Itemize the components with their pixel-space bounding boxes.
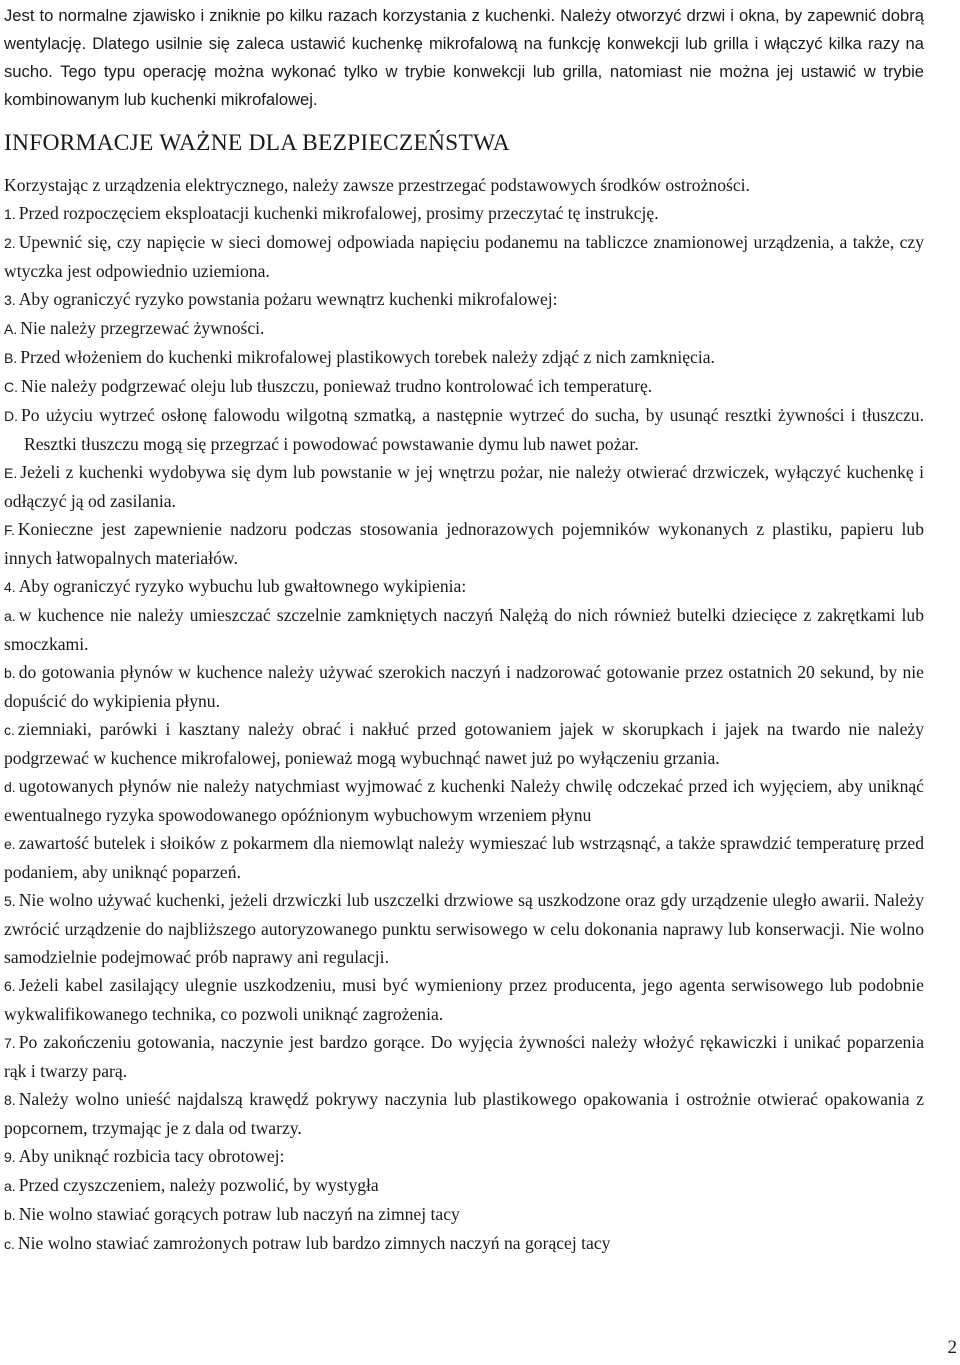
list-item: c. Nie wolno stawiać zamrożonych potraw lub bardzo zimnych naczyń na gorącej tacy xyxy=(4,1233,611,1253)
list-item: 1. Przed rozpoczęciem eksploatacji kuchenki mikrofalowej, prosimy przeczytać tę instrukcję. xyxy=(4,203,659,223)
intro-text-2: Tego typu operację można wykonać tylko w trybie konwekcji lub grilla, natomiast nie można jej ustawić w trybie kombinowanym lub kuchenki mikrofalowej. xyxy=(4,62,924,109)
list-item: b. do gotowania płynów w kuchence należy używać szerokich naczyń i nadzorować gotowanie przez ostatnich 20 sekund, by nie dopuścić do wykipienia płynu. xyxy=(4,662,924,711)
list-item: a. w kuchence nie należy umieszczać szczelnie zamkniętych naczyń Nalężą do nich również butelki dziecięce z zakrętkami lub smoczkami. xyxy=(4,605,924,654)
page-number: 2 xyxy=(947,1337,957,1358)
list-item: b. Nie wolno stawiać gorących potraw lub naczyń na zimnej tacy xyxy=(4,1204,460,1224)
list-item: A. Nie należy przegrzewać żywności. xyxy=(4,318,265,338)
list-item: 4. Aby ograniczyć ryzyko wybuchu lub gwałtownego wykipienia: xyxy=(4,576,467,596)
list-item: 9. Aby uniknąć rozbicia tacy obrotowej: xyxy=(4,1146,285,1166)
list-item: a. Przed czyszczeniem, należy pozwolić, by wystygła xyxy=(4,1175,379,1195)
list-item: 5. Nie wolno używać kuchenki, jeżeli drzwiczki lub uszczelki drzwiowe są uszkodzone oraz gdy urządzenie uległo awarii. Należy zwrócić urządzenie do najbliższego autoryzowanego punktu serwisowego w celu dokonania naprawy lub konserwacji. Nie wolno samodzielnie podejmować prób naprawy ani regulacji. xyxy=(4,890,924,967)
list-item: D. Po użyciu wytrzeć osłonę falowodu wilgotną szmatką, a następnie wytrzeć do sucha, by usunąć resztki żywności i tłuszczu. Resztki tłuszczu mogą się przegrzać i powodować powstawanie dymu lub nawet pożar. xyxy=(4,405,924,454)
list-item: c. ziemniaki, parówki i kasztany należy obrać i nakłuć przed gotowaniem jajek w skorupkach i jajek na twardo nie należy podgrzewać w kuchence mikrofalowej, ponieważ mogą wybuchnąć nawet już po wyłączeniu grzania. xyxy=(4,719,924,768)
list-item: 8. Należy wolno unieść najdalszą krawędź pokrywy naczynia lub plastikowego opakowania i ostrożnie otwierać opakowania z popcornem, trzymając je z dala od twarzy. xyxy=(4,1089,924,1138)
list-item: C. Nie należy podgrzewać oleju lub tłuszczu, ponieważ trudno kontrolować ich temperaturę. xyxy=(4,376,653,396)
list-item: 2. Upewnić się, czy napięcie w sieci domowej odpowiada napięciu podanemu na tabliczce znamionowej urządzenia, a także, czy wtyczka jest odpowiednio uziemiona. xyxy=(4,232,924,281)
intro-paragraph xyxy=(4,2,924,114)
intro-text-1: Jest to normalne zjawisko i zniknie po kilku razach korzystania z kuchenki. Należy otworzyć drzwi i okna, by zapewnić dobrą wentylację. Dlatego usilnie się zaleca ustawić kuchenkę mikrofalową na funkcję konwekcji lub grilla i włączyć kilka razy na sucho. xyxy=(4,6,924,81)
list-item: 3. Aby ograniczyć ryzyko powstania pożaru wewnątrz kuchenki mikrofalowej: xyxy=(4,289,558,309)
list-item: 7. Po zakończeniu gotowania, naczynie jest bardzo gorące. Do wyjęcia żywności należy włożyć rękawiczki i unikać poparzenia rąk i twarzy parą. xyxy=(4,1032,924,1081)
list-item: B. Przed włożeniem do kuchenki mikrofalowej plastikowych torebek należy zdjąć z nich zamknięcia. xyxy=(4,347,715,367)
list-item: E. Jeżeli z kuchenki wydobywa się dym lub powstanie w jej wnętrzu pożar, nie należy otwierać drzwiczek, wyłączyć kuchenkę i odłączyć ją od zasilania. xyxy=(4,462,924,511)
list-item: e. zawartość butelek i słoików z pokarmem dla niemowląt należy wymieszać lub wstrząsnąć, a także sprawdzić temperaturę przed podaniem, aby uniknąć poparzeń. xyxy=(4,833,924,882)
section-title: INFORMACJE WAŻNE DLA BEZPIECZEŃSTWA xyxy=(4,130,510,156)
section-lead: Korzystając z urządzenia elektrycznego, należy zawsze przestrzegać podstawowych środków ostrożności. xyxy=(4,175,750,195)
list-item: d. ugotowanych płynów nie należy natychmiast wyjmować z kuchenki Należy chwilę odczekać przed ich wyjęciem, aby uniknąć ewentualnego ryzyka spowodowanego opóźnionym wybuchowym wrzeniem płynu xyxy=(4,776,924,825)
list-item: F. Konieczne jest zapewnienie nadzoru podczas stosowania jednorazowych pojemników wykonanych z plastiku, papieru lub innych łatwopalnych materiałów. xyxy=(4,519,924,568)
document-page xyxy=(4,2,924,1258)
list-item: 6. Jeżeli kabel zasilający ulegnie uszkodzeniu, musi być wymieniony przez producenta, jego agenta serwisowego lub podobnie wykwalifikowanego technika, co pozwoli uniknąć zagrożenia. xyxy=(4,975,924,1024)
